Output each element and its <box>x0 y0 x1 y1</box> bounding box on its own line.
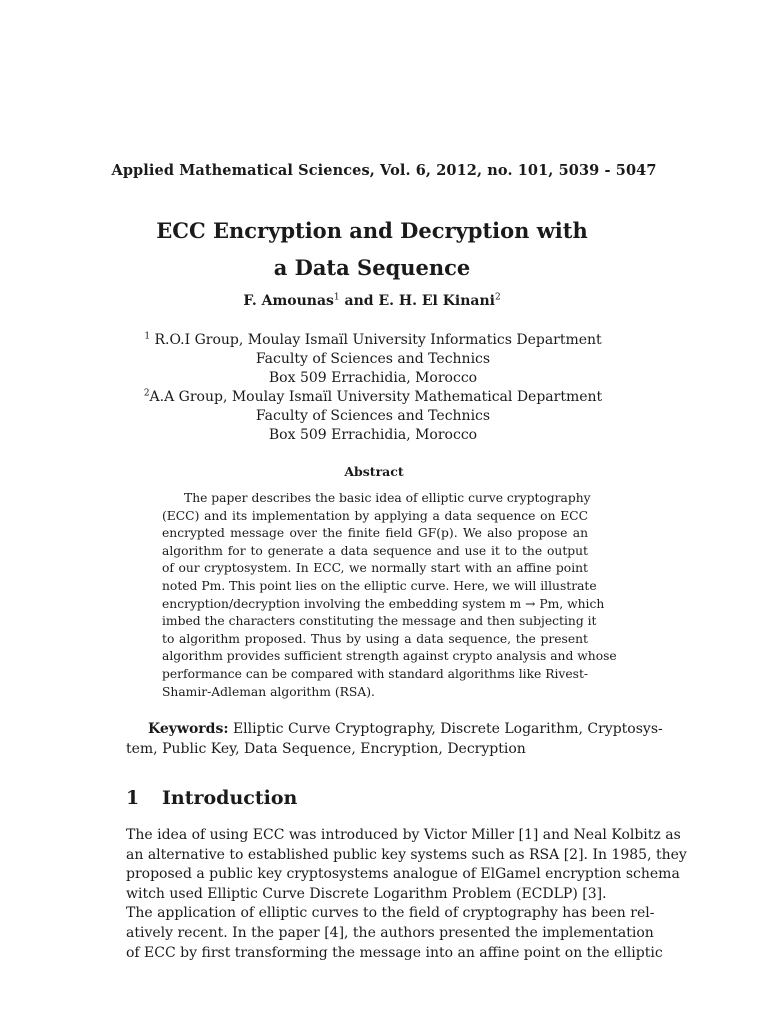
author-list <box>0 293 744 309</box>
author-separator: and <box>339 293 379 309</box>
keywords-text-1: Elliptic Curve Cryptography, Discrete Logarithm, Cryptosys- <box>228 721 663 737</box>
abstract-line: encryption/decryption involving the embedding system m → Pm, which <box>162 596 605 611</box>
abstract-line: of our cryptosystem. In ECC, we normally start with an affine point <box>162 561 588 576</box>
affiliation-1-line-2: Faculty of Sciences and Technics <box>255 351 491 367</box>
affiliations <box>0 331 746 445</box>
keywords <box>126 719 663 759</box>
author-2-affiliation-mark: 2 <box>494 292 501 303</box>
title-line-1: ECC Encryption and Decryption with <box>156 218 588 243</box>
paper-title <box>0 212 744 286</box>
abstract-line: Shamir-Adleman algorithm (RSA). <box>162 684 375 699</box>
keywords-line-1 <box>126 719 663 739</box>
abstract-line: algorithm provides sufficient strength against crypto analysis and whose <box>162 649 617 664</box>
author-1-affiliation-mark: 1 <box>333 292 340 303</box>
affiliation-2-text: A.A Group, Moulay Ismaïl University Mathematical Department <box>149 389 603 405</box>
intro-line: proposed a public key cryptosystems analogue of ElGamel encryption schema <box>126 866 680 883</box>
section-heading-introduction <box>126 787 297 809</box>
affiliation-2-line-2: Faculty of Sciences and Technics <box>255 408 491 424</box>
abstract-line: noted Pm. This point lies on the elliptic curve. Here, we will illustrate <box>162 578 597 593</box>
affiliation-2-line-1 <box>0 388 746 407</box>
introduction-body <box>126 826 687 963</box>
abstract-line: The paper describes the basic idea of elliptic curve cryptography <box>184 491 591 505</box>
abstract-body <box>162 490 617 701</box>
title-line-2: a Data Sequence <box>273 255 471 280</box>
abstract-line: performance can be compared with standard algorithms like Rivest- <box>162 666 589 681</box>
keywords-line-2: tem, Public Key, Data Sequence, Encryption, Decryption <box>126 741 526 757</box>
section-title: Introduction <box>162 787 298 809</box>
abstract-line: imbed the characters constituting the message and then subjecting it <box>162 614 597 629</box>
intro-line: The application of elliptic curves to the field of cryptography has been rel- <box>126 905 655 922</box>
intro-line: witch used Elliptic Curve Discrete Logarithm Problem (ECDLP) [3]. <box>126 885 607 902</box>
affiliation-1-text: R.O.I Group, Moulay Ismaïl University Informatics Department <box>150 332 602 348</box>
author-2: E. H. El Kinani <box>378 293 495 309</box>
intro-line: The idea of using ECC was introduced by Victor Miller [1] and Neal Kolbitz as <box>126 827 681 843</box>
abstract-line: to algorithm proposed. Thus by using a data sequence, the present <box>162 631 588 646</box>
intro-line: an alternative to established public key systems such as RSA [2]. In 1985, they <box>126 846 687 863</box>
abstract-line: (ECC) and its implementation by applying a data sequence on ECC <box>162 508 588 523</box>
abstract-line: algorithm for to generate a data sequence and use it to the output <box>162 543 588 558</box>
affiliation-1-line-1 <box>0 331 746 350</box>
affiliation-1-mark: 1 <box>144 331 151 342</box>
affiliation-2-mark: 2 <box>143 388 150 399</box>
intro-line: of ECC by first transforming the message into an affine point on the elliptic <box>126 944 663 961</box>
abstract-heading: Abstract <box>344 464 404 479</box>
journal-citation: Applied Mathematical Sciences, Vol. 6, 2012, no. 101, 5039 - 5047 <box>111 162 657 179</box>
affiliation-1-line-3: Box 509 Errachidia, Morocco <box>268 370 478 386</box>
affiliation-2-line-3: Box 509 Errachidia, Morocco <box>268 427 478 443</box>
abstract-line: encrypted message over the finite field GF(p). We also propose an <box>162 526 588 541</box>
section-number: 1 <box>126 787 140 809</box>
author-1: F. Amounas <box>243 293 334 309</box>
keywords-label: Keywords: <box>148 721 229 737</box>
intro-line: atively recent. In the paper [4], the authors presented the implementation <box>126 924 654 941</box>
